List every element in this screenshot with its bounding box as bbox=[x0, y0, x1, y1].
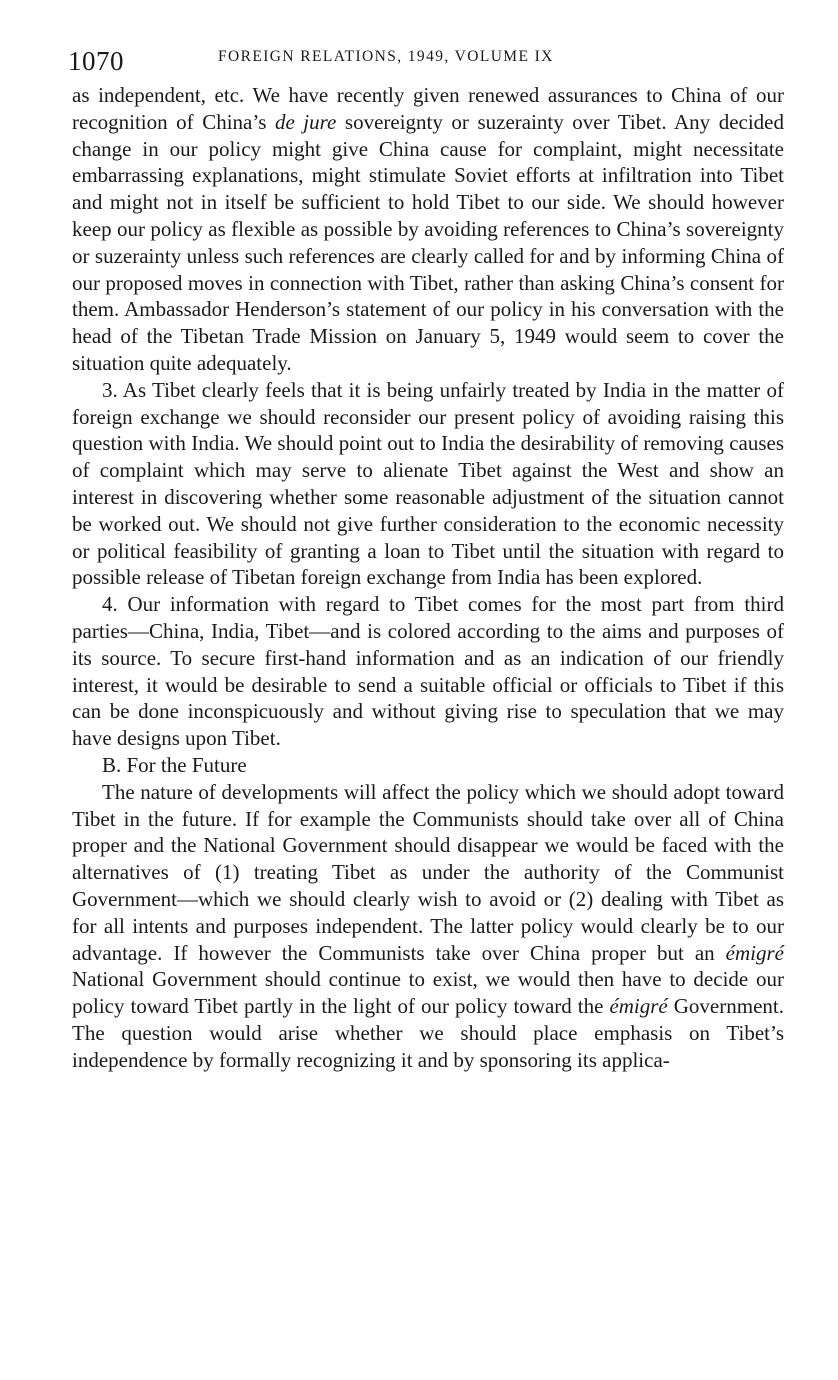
paragraph-text: Government. The question would arise whether we should place emphasis on Tibet’s independence by formally recognizing it and by sponsoring its applica- bbox=[72, 994, 784, 1072]
italic-term: de jure bbox=[274, 109, 337, 134]
paragraph-4: 4. Our information with regard to Tibet comes for the most part from third parties—China, India, Tibet—and is colored according to the aims and purposes of its source. To secure first-hand information and as an indication of our friendly interest, it would be desirable to send a suitable official or officials to Tibet if this can be done inconspicuously and without giving rise to speculation that we may have designs upon Tibet. bbox=[72, 592, 784, 751]
body-text bbox=[72, 82, 784, 1073]
page-number: 1070 bbox=[68, 46, 124, 76]
page-header bbox=[68, 40, 784, 82]
italic-term: émigré bbox=[725, 940, 784, 965]
section-heading: B. For the Future bbox=[102, 752, 247, 777]
italic-term: émigré bbox=[609, 994, 668, 1019]
paragraph-text: The nature of developments will affect the policy which we should adopt toward Tibet in the future. If for example the Communists should take over all of China proper and the National Government should disappear we would be faced with the alternatives of (1) treating Tibet as under the authority of the Communist Government—which we should clearly wish to avoid or (2) dealing with Tibet as for all intents and purposes independent. The latter policy would clearly be to our advantage. If however the Communists take over China proper but an bbox=[72, 779, 784, 965]
paragraph-text: National Government should continue to exist, we would then have to decide our policy toward Tibet partly in the light of our policy toward the bbox=[72, 967, 784, 1019]
paragraph-future bbox=[72, 779, 784, 1074]
paragraph-text: sovereignty or suzerainty over Tibet. Any decided change in our policy might give China cause for complaint, might necessitate embarrassing explanations, might stimulate Soviet efforts at infiltration into Tibet and might not in itself be sufficient to hold Tibet to our side. We should however keep our policy as flexible as possible by avoiding references to China’s sovereignty or suzerainty unless such references are clearly called for and by informing China of our proposed moves in connection with Tibet, rather than asking China’s consent for them. Ambassador Henderson’s statement of our policy in his conversation with the head of the Tibetan Trade Mission on January 5, 1949 would seem to cover the situation quite adequately. bbox=[72, 109, 784, 375]
paragraph-continued bbox=[72, 82, 784, 377]
paragraph-3: 3. As Tibet clearly feels that it is being unfairly treated by India in the matter of foreign exchange we should reconsider our present policy of avoiding raising this question with India. We should point out to India the desirability of removing causes of complaint which may serve to alienate Tibet against the West and show an interest in discovering whether some reasonable adjustment of the situation cannot be worked out. We should not give further consideration to the economic necessity or political feasibility of granting a loan to Tibet until the situation with regard to possible release of Tibetan foreign exchange from India has been explored. bbox=[72, 377, 784, 590]
running-head: FOREIGN RELATIONS, 1949, VOLUME IX bbox=[218, 48, 554, 65]
document-page bbox=[68, 40, 784, 1073]
paragraph-text: as independent, etc. We have recently given renewed assurances to China of our recognition of China’s bbox=[72, 83, 784, 134]
